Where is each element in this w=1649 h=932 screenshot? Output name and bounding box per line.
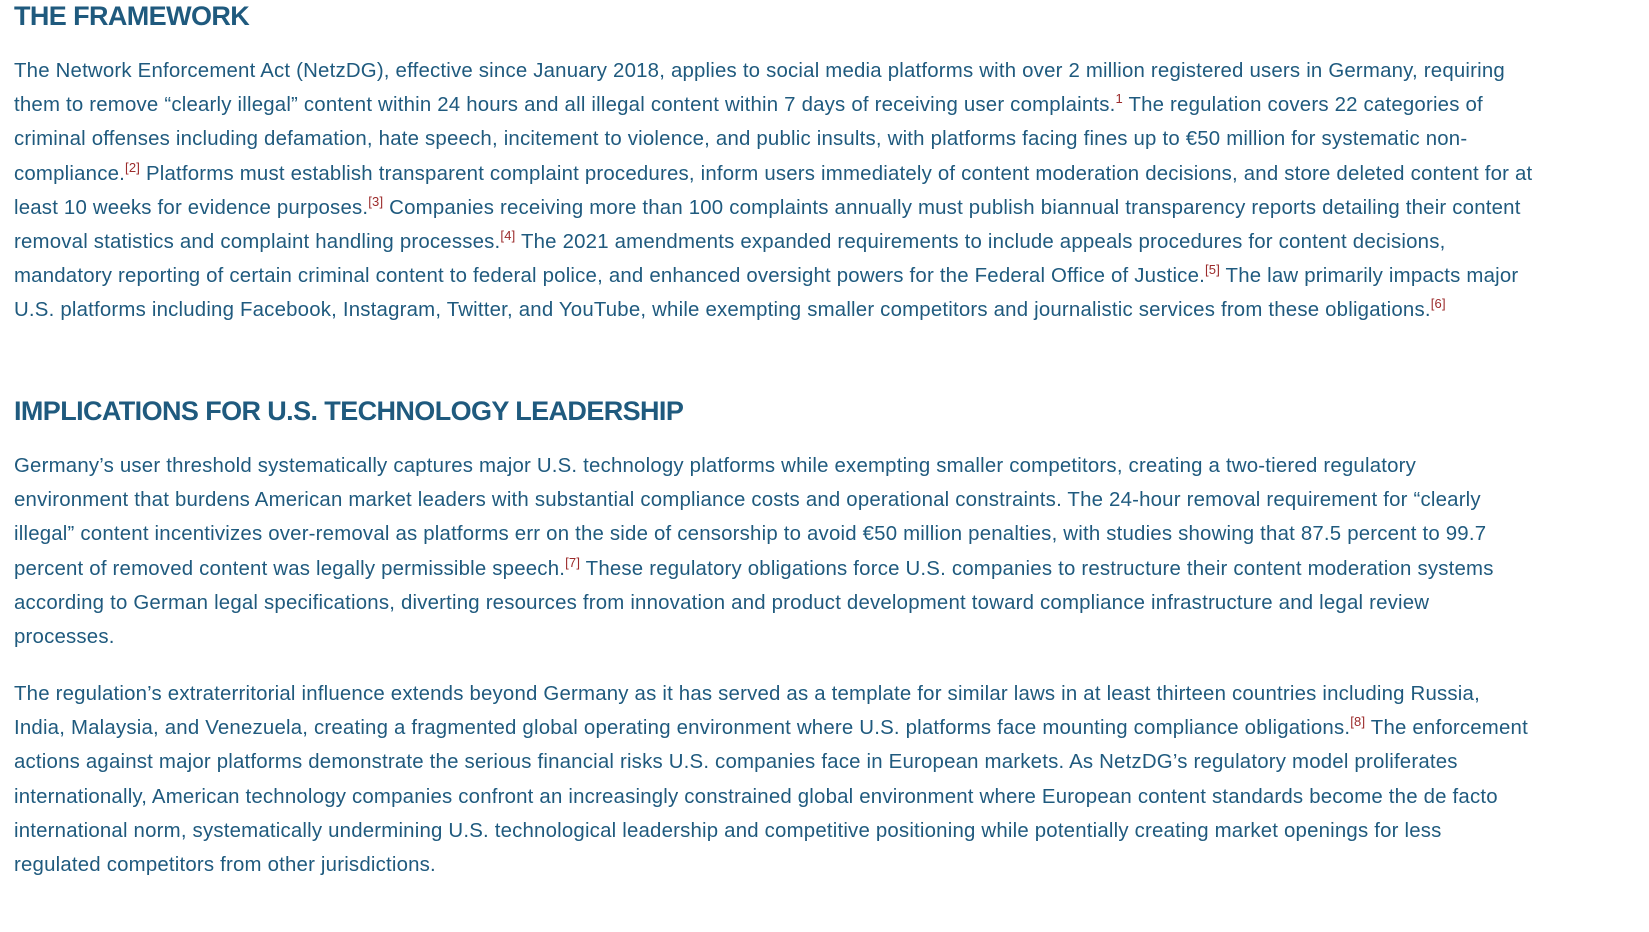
footnote-link[interactable]: [6] bbox=[1430, 296, 1446, 312]
footnote-link[interactable]: [3] bbox=[368, 194, 384, 210]
section-heading-implications: IMPLICATIONS FOR U.S. TECHNOLOGY LEADERSHIP bbox=[14, 396, 684, 426]
footnote-link[interactable]: [5] bbox=[1205, 262, 1221, 278]
paragraph-text: The regulation’s extraterritorial influence extends beyond Germany as it has served as a template for similar laws in at least thirteen countries including Russia, India, Malaysia, and Venezuela, creating a fragmented global operating environment where U.S. platforms face mounting compliance obligations. bbox=[14, 683, 1480, 740]
paragraph-implications-2 bbox=[14, 677, 1534, 882]
footnote-link[interactable]: [2] bbox=[125, 159, 141, 175]
paragraph-text: The enforcement actions against major platforms demonstrate the serious financial risks U.S. companies face in European markets. As NetzDG’s regulatory model proliferates internationally, American technology companies confront an increasingly constrained global environment where European content standards become the de facto international norm, systematically undermining U.S. technological leadership and competitive positioning while potentially creating market openings for less regulated competitors from other jurisdictions. bbox=[14, 717, 1528, 877]
paragraph-text: These regulatory obligations force U.S. companies to restructure their content moderation systems according to German legal specifications, diverting resources from innovation and product development toward compliance infrastructure and legal review processes. bbox=[14, 557, 1494, 649]
footnote-link[interactable]: [4] bbox=[500, 228, 516, 244]
paragraph-text: Platforms must establish transparent complaint procedures, inform users immediately of content moderation decisions, and store deleted content for at least 10 weeks for evidence purposes. bbox=[14, 162, 1533, 219]
footnote-link[interactable]: [8] bbox=[1350, 714, 1366, 730]
paragraph-text: The law primarily impacts major U.S. platforms including Facebook, Instagram, Twitter, and YouTube, while exempting smaller competitors and journalistic services from these obligations. bbox=[14, 265, 1519, 322]
section-heading-framework: THE FRAMEWORK bbox=[14, 1, 250, 31]
footnote-link[interactable]: [7] bbox=[565, 554, 581, 570]
paragraph-text: The regulation covers 22 categories of criminal offenses including defamation, hate speech, incitement to violence, and public insults, with platforms facing fines up to €50 million for systematic non-compliance. bbox=[14, 94, 1483, 185]
paragraph-text: Germany’s user threshold systematically captures major U.S. technology platforms while exempting smaller competitors, creating a two-tiered regulatory environment that burdens American market leaders with substantial compliance costs and operational constraints. The 24-hour removal requirement for “clearly illegal” content incentivizes over-removal as platforms err on the side of censorship to avoid €50 million penalties, with studies showing that 87.5 percent to 99.7 percent of removed content was legally permissible speech. bbox=[14, 455, 1487, 580]
paragraph-text: Companies receiving more than 100 complaints annually must publish biannual transparency reports detailing their content removal statistics and complaint handling processes. bbox=[14, 196, 1521, 254]
paragraph-implications-1 bbox=[14, 449, 1534, 654]
paragraph-text: The Network Enforcement Act (NetzDG), effective since January 2018, applies to social media platforms with over 2 million registered users in Germany, requiring them to remove “clearly illegal” content within 24 hours and all illegal content within 7 days of receiving user complaints. bbox=[14, 60, 1505, 117]
footnote-link[interactable]: 1 bbox=[1115, 91, 1123, 107]
paragraph-framework bbox=[14, 54, 1534, 328]
paragraph-text: The 2021 amendments expanded requirements to include appeals procedures for content decisions, mandatory reporting of certain criminal content to federal police, and enhanced oversight powers for the Federal Office of Justice. bbox=[14, 231, 1446, 288]
